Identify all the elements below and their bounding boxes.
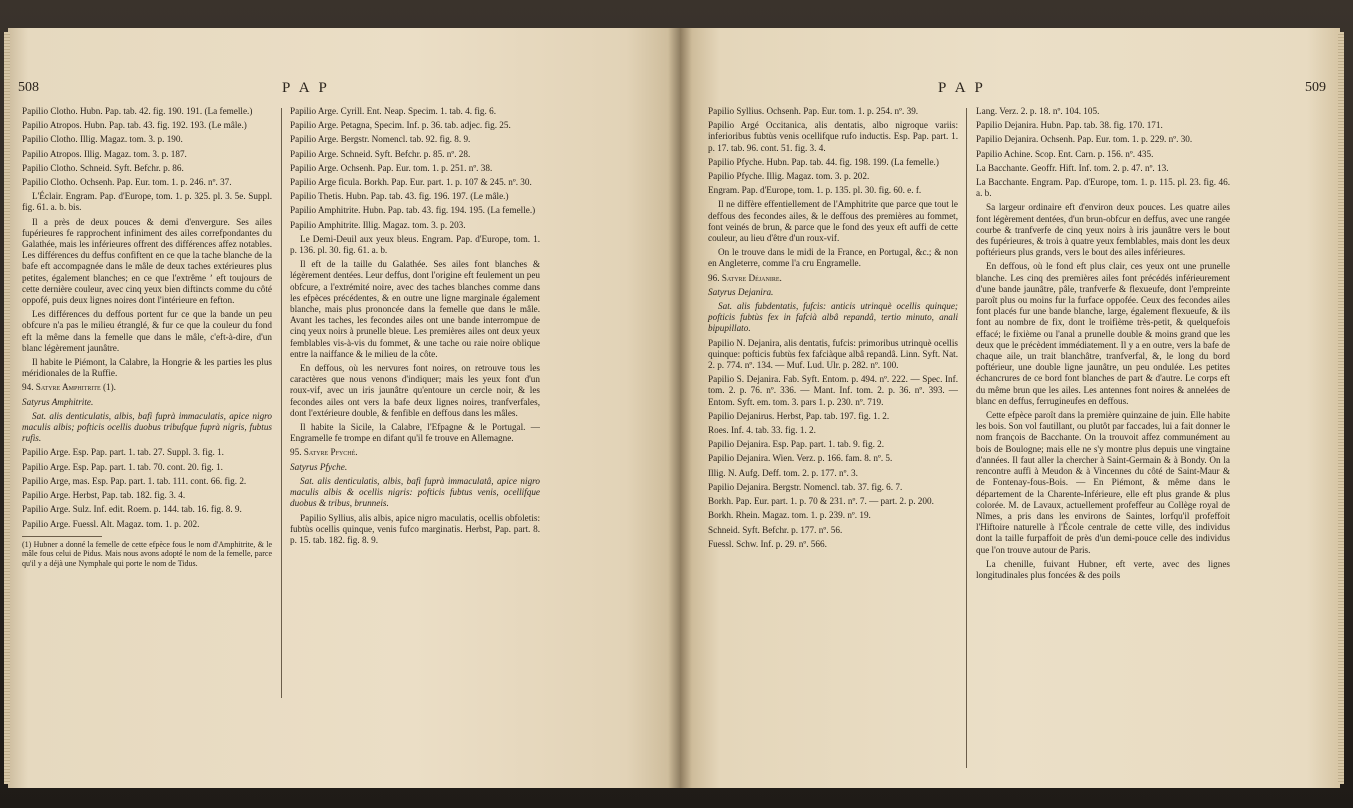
text-block: Papilio Dejanira. Hubn. Pap. tab. 38. fig. 170. 171. [976,120,1163,131]
text-block: Illig. N. Aufg. Deff. tom. 2. p. 177. nº. 3. [708,467,858,478]
text-block: Fuessl. Schw. Inf. p. 29. nº. 566. [708,538,827,549]
text-block: Papilio Arge. Petagna, Specim. Inf. p. 36. tab. adjec. fig. 25. [290,120,511,131]
text-block: Il a près de deux pouces & demi d'envergure. Ses ailes fupérieures fe rapprochent infiniment des ailes correfpondantes du Galathée, mais les inférieures offrent des différences affez notables. Les différences du deffus confiftent en ce que la tache blanche de la bafe eft accompagnée dans le mâle de deux taches extérieures plus petites, également blanches; en ce que l'extrême ʼ eft toujours de cette dernière couleur, avec cinq yeux bien diftincts comme du côté oppofé, puis deux lignes noires dont l'intérieure en fefton. [22,216,272,306]
text-block: Papilio Atropos. Hubn. Pap. tab. 43. fig. 192. 193. (Le mâle.) [22,120,247,131]
text-block: Papilio Arge. Schneid. Syft. Befchr. p. 85. nº. 28. [290,148,471,159]
text-block: Papilio Arge. Esp. Pap. part. 1. tab. 70. cont. 20. fig. 1. [22,461,223,472]
text-block: En deffous, où les nervures font noires, on retrouve tous les caractères que nous venons d'indiquer; mais les yeux font d'un roux-vif, avec un iris jaunâtre qu'entoure un cercle noir, & les fecondes ailes ont vers la bafe deux lignes noires, tranfverfales, dont l'extérieure double, & fenfible en deffous dans les mâles. [290,363,540,418]
species-heading: 96. Satyre Déjanire. [708,272,782,283]
text-block: Papilio Arge. Ochsenh. Pap. Eur. tom. 1. p. 251. nº. 38. [290,162,493,173]
text-block: Papilio Clotho. Hubn. Pap. tab. 42. fig. 190. 191. (La femelle.) [22,106,253,116]
right-page-edge [1338,32,1344,784]
text-block: Les différences du deffous portent fur ce que la bande un peu obfcure n'a pas le milieu étranglé, & fur ce que la couleur du fond eft la même dans la femelle que dans le mâle, c'eft-à-dire, d'un blanc légèrement jaunâtre. [22,309,272,353]
species-latin-name: Satyrus Dejanira. [708,286,774,297]
text-block: Il ne diffère effentiellement de l'Amphitrite que parce que tout le deffous des fecondes ailes, & le deffous des premières au fommet, font veinés de brun, & parce que le fond des yeux eft auffi de cette couleur, au lieu d'être d'un roux-vif. [708,199,958,244]
text-block: La Bacchante. Engram. Pap. d'Europe, tom. 1. p. 115. pl. 23. fig. 46. a. b. [976,177,1230,199]
left-page-column-1 [22,106,272,571]
left-running-head: P A P [282,80,330,96]
text-block: Le Demi-Deuil aux yeux bleus. Engram. Pap. d'Europe, tom. 1. p. 136. pl. 30. fig. 61. a. b. [290,233,540,256]
right-page-column-1 [708,106,958,553]
left-page [8,28,680,788]
species-latin-name: Satyrus Pfyche. [290,461,348,472]
column-rule [966,108,967,768]
book-gutter [668,28,692,788]
text-block: Lang. Verz. 2. p. 18. nº. 104. 105. [976,106,1100,116]
text-block: Roes. Inf. 4. tab. 33. fig. 1. 2. [708,425,816,436]
right-page [680,28,1340,788]
text-block: Papilio Pfyche. Illig. Magaz. tom. 3. p. 202. [708,171,870,182]
text-block: Papilio Pfyche. Hubn. Pap. tab. 44. fig. 198. 199. (La femelle.) [708,156,939,167]
footnote-rule [22,536,102,537]
right-page-number: 509 [1305,80,1326,95]
text-block: Il habite le Piémont, la Calabre, la Hongrie & les parties les plus méridionales de la Ruffie. [22,357,272,379]
text-block: Papilio Arge. Bergstr. Nomencl. tab. 92. fig. 8. 9. [290,134,471,145]
text-block: Engram. Pap. d'Europe, tom. 1. p. 135. pl. 30. fig. 60. e. f. [708,185,922,196]
left-page-edge [4,32,10,784]
species-heading: 94. Satyre Amphitrite (1). [22,382,116,393]
text-block: Papilio Clotho. Illig. Magaz. tom. 3. p. 190. [22,134,183,145]
text-block: Papilio Dejanira. Wien. Verz. p. 166. fam. 8. nº. 5. [708,453,893,464]
text-block: Papilio Syllius. Ochsenh. Pap. Eur. tom. 1. p. 254. nº. 39. [708,106,919,116]
text-block: Papilio Arge. Sulz. Inf. edit. Roem. p. 144. tab. 16. fig. 8. 9. [22,504,242,515]
species-diagnosis: Sat. alis denticulatis, albis, bafi fuprà immaculatis, apice nigro maculis albis; pofticis ocellis duobus tribufque fuprà nigris, fubtus rufis. [22,410,272,444]
left-page-column-2 [290,106,540,549]
text-block: Papilio Clotho. Ochsenh. Pap. Eur. tom. 1. p. 246. nº. 37. [22,177,232,188]
species-heading: 95. Satyre Pfyché. [290,447,358,458]
text-block: Il eft de la taille du Galathée. Ses ailes font blanches & légèrement dentées. Leur deffus, dont l'origine eft feulement un peu obfcure, a l'extrémité noire, avec des taches blanches comme dans les efpèces précédentes, & en outre une ligne marginale également blanche, mais plus prononcée dans la femelle que dans le mâle. Avant les taches, les fecondes ailes ont une bande interrompue de cinq yeux noirs à prunelle bleue. Les premières ailes ont deux yeux femblables vis-à-vis du fommet, & une tache ou raie noire oblique entre la naiffance & le milieu de la côte. [290,259,540,359]
text-block: Il habite la Sicile, la Calabre, l'Efpagne & le Portugal. — Engramelle fe trompe en difant qu'il fe trouve en Allemagne. [290,422,540,444]
text-block: En deffous, où le fond eft plus clair, ces yeux ont une prunelle blanche. Les cinq des premières ailes font précédés inférieurement d'une bande jaunâtre, pâle, tranfverfe & flexueufe, dont l'empreinte paroît plus ou moins fur la furface oppofée. Ceux des fecondes ailes font placés fur une bande blanche, large, également flexueufe, & ils font au nombre de fix, dont le troifième très-petit, & quelquefois effacé; le fixième ou l'anal a prunelle double & moins grand que les deux que le précèdent immédiatement. Il y a en outre, vers la bafe de chaque aile, un trait blanchâtre, tranfverfal, &, le long du bord poftérieur, une double ligne jaunâtre, un peu ondulée. Les petites échancrures de ce bord font blanches de part & d'autre. Le corps eft du même brun que les ailes. Les antennes font noires & annelées de blanc en deffus, ferrugineufes en deffous. [976,261,1230,406]
text-block: Papilio Arge. Cyrill. Ent. Neap. Specim. 1. tab. 4. fig. 6. [290,106,497,116]
text-block: L'Éclair. Engram. Pap. d'Europe, tom. 1. p. 325. pl. 3. 5e. Suppl. fig. 61. a. b. bis. [22,191,272,213]
left-page-number: 508 [18,80,39,95]
text-block: Papilio Arge ficula. Borkh. Pap. Eur. part. 1. p. 107 & 245. nº. 30. [290,177,532,188]
footnote: (1) Hubner a donné la femelle de cette efpèce fous le nom d'Amphitrite, & le mâle fous celui de Pidus. Mais nous avons adopté le nom de la femelle, parce qu'il y a déjà une Nymphale qui porte le nom de Tidus. [22,539,272,568]
text-block: Sa largeur ordinaire eft d'environ deux pouces. Les quatre ailes font légèrement dentées, d'un brun-obfcur en deffus, avec une rangée courbe & tranfverfe de cinq yeux noirs à iris jaunâtre vers le bout des fupérieures, & trois à quatre yeux femblables, mais dont les deux poftérieurs plus grands, vers le bout des ailes inférieures. [976,202,1230,258]
text-block: On le trouve dans le midi de la France, en Portugal, &c.; & non en Angleterre, comme l'a cru Engramelle. [708,247,958,269]
text-block: Papilio N. Dejanira, alis dentatis, fufcis: primoribus utrinquè ocellis quinque: pofticis fubtùs fex fafciàque albâ repandâ. Linn. Syft. Nat. 2. p. 774. nº. 134. — Muf. Lud. Ulr. p. 282. nº. 100. [708,337,958,371]
text-block: Papilio Dejanira. Esp. Pap. part. 1. tab. 9. fig. 2. [708,439,885,450]
text-block: Papilio Dejanirus. Herbst, Pap. tab. 197. fig. 1. 2. [708,410,890,421]
text-block: Papilio Arge. Fuessl. Alt. Magaz. tom. 1. p. 202. [22,518,200,529]
text-block: Papilio Clotho. Schneid. Syft. Befchr. p. 86. [22,162,184,173]
text-block: Borkh. Pap. Eur. part. 1. p. 70 & 231. nº. 7. — part. 2. p. 200. [708,496,934,507]
text-block: Papilio Arge, mas. Esp. Pap. part. 1. tab. 111. cont. 66. fig. 2. [22,475,247,486]
text-block: Papilio Arge. Esp. Pap. part. 1. tab. 27. Suppl. 3. fig. 1. [22,447,224,458]
text-block: Papilio Syllius, alis albis, apice nigro maculatis, ocellis obfoletis: fubtùs ocellis quinque, venis fufco marginatis. Herbst, Pap. part. 8. p. 15. tab. 182. fig. 8. 9. [290,512,540,545]
text-block: Papilio Arge. Herbst, Pap. tab. 182. fig. 3. 4. [22,490,186,501]
text-block: Papilio Dejanira. Bergstr. Nomencl. tab. 37. fig. 6. 7. [708,481,903,492]
right-page-column-2 [976,106,1230,584]
species-diagnosis: Sat. alis fubdentatis, fufcis: anticis utrinquè ocellis quinque; pofticis fubtùs fex in fafcià albâ repandâ, tertio minuto, anali bipupillato. [708,301,958,334]
column-rule [281,108,282,698]
species-diagnosis: Sat. alis denticulatis, albis, bafi fuprà immaculatâ, apice nigro maculis albis & ocellis nigris: pofticis fubtus venis, ocellifque duobus & tribus, brunneis. [290,475,540,509]
text-block: Schneid. Syft. Befchr. p. 177. nº. 56. [708,524,843,535]
species-latin-name: Satyrus Amphitrite. [22,396,94,407]
text-block: Papilio Achine. Scop. Ent. Carn. p. 156. nº. 435. [976,148,1154,159]
text-block: La Bacchante. Geoffr. Hift. Inf. tom. 2. p. 47. nº. 13. [976,162,1169,173]
text-block: Papilio Dejanira. Ochsenh. Pap. Eur. tom. 1. p. 229. nº. 30. [976,134,1193,145]
text-block: Papilio Thetis. Hubn. Pap. tab. 43. fig. 196. 197. (Le mâle.) [290,191,509,202]
text-block: Papilio Amphitrite. Illig. Magaz. tom. 3. p. 203. [290,219,466,230]
text-block: Papilio Atropos. Illig. Magaz. tom. 3. p. 187. [22,148,187,159]
text-block: Papilio Amphitrite. Hubn. Pap. tab. 43. fig. 194. 195. (La femelle.) [290,205,536,216]
text-block: Papilio S. Dejanira. Fab. Syft. Entom. p. 494. nº. 222. — Spec. Inf. tom. 2. p. 76. nº. 336. — Mant. Inf. tom. 2. p. 36. nº. 393. — Entom. Syft. em. tom. 3. pars 1. p. 230. nº. 719. [708,374,958,407]
text-block: Borkh. Rhein. Magaz. tom. 1. p. 239. nº. 19. [708,510,871,521]
text-block: Papilio Argé Occitanica, alis dentatis, albo nigroque variis: inferioribus fubtùs venis ocellifque rufo inductis. Esp. Pap. part. 1. p. 17. tab. 96. cont. 51. fig. 3. 4. [708,120,958,153]
right-running-head: P A P [938,80,986,96]
text-block: La chenille, fuivant Hubner, eft verte, avec des lignes longitudinales plus foncées & des poils [976,558,1230,580]
text-block: Cette efpèce paroît dans la première quinzaine de juin. Elle habite les bois. Son vol fautillant, ou plutôt par faccades, lui a fait donner le nom françois de Bacchante. On la trouvoit affez communément au bois de Boulogne; mais elle ne s'y montre plus depuis une vingtaine d'années. Il faut aller la chercher à Saint-Germain & à Bondy. On la rencontre auffi à Meudon & à Vincennes du côté de Saint-Maur & de Fontenay-fous-Bois. — En Piémont, & même dans le département de la Charente-Inférieure, elle eft plus grande & plus colorée. M. de Lavaux, actuellement profeffeur au Collège royal de Nîmes, a pris dans les environs de Saintes, lorfqu'il profeffoit l'Hiftoire naturelle à l'École centrale de cette ville, des individus dont la taille furpaffoit de près d'un demi-pouce celle des individus que l'on trouve autour de Paris. [976,410,1230,555]
